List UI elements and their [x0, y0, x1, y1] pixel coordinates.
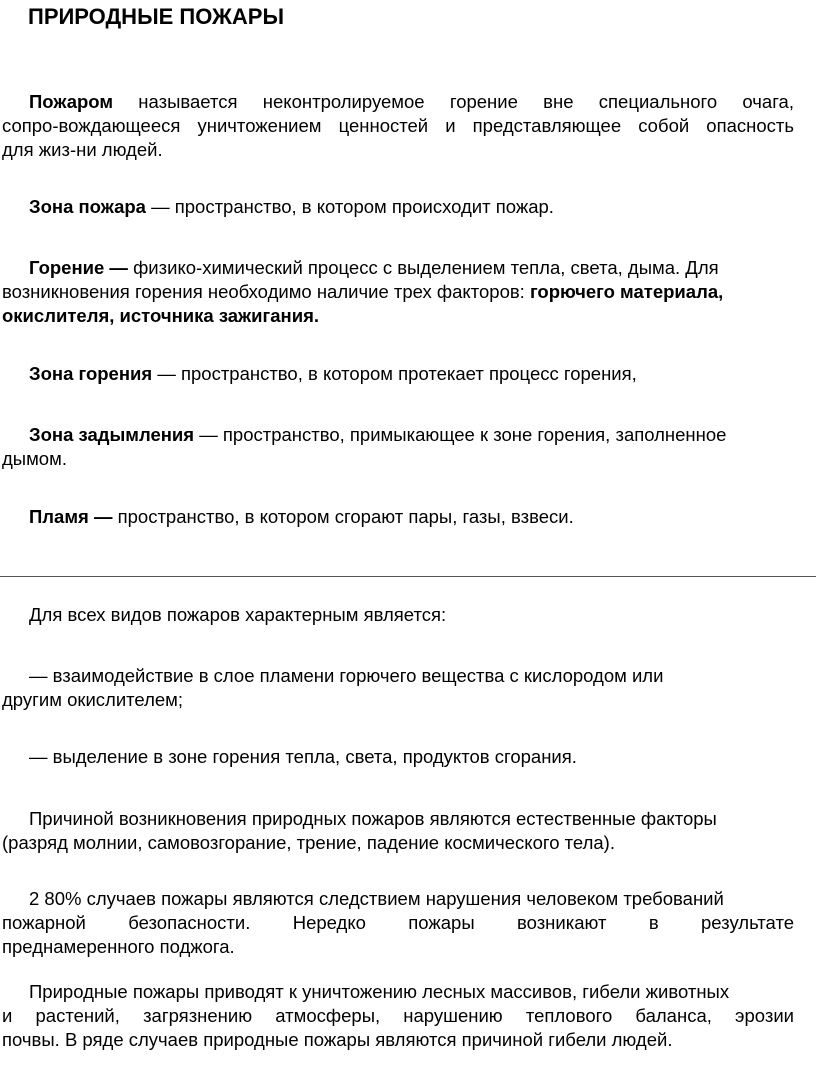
- term-flame: Пламя —: [29, 506, 113, 527]
- definition-fire: [2, 90, 794, 162]
- term-fire: Пожаром: [29, 91, 114, 112]
- characteristic-item-1: — взаимодействие в слое пламени горючего вещества с кислородом или другим окислителем;: [2, 665, 664, 710]
- definition-fire-zone: Зона пожара — пространство, в котором происходит пожар.: [29, 196, 554, 217]
- term-combustion-zone: Зона горения: [29, 363, 153, 384]
- definition-combustion-line-2: возникновения горения необходимо наличие трех факторов: горючего материала,: [2, 281, 724, 302]
- definition-combustion-line-1: Горение — физико-химический процесс с выделением тепла, света, дыма. Для: [29, 257, 719, 278]
- term-combustion: Горение —: [29, 257, 128, 278]
- definition-combustion-line-3: окислителя, источника зажигания.: [2, 305, 320, 326]
- characteristic-item-2: — выделение в зоне горения тепла, света, продуктов сгорания.: [29, 746, 577, 767]
- term-smoke-zone: Зона задымления: [29, 424, 195, 445]
- page-title: ПРИРОДНЫЕ ПОЖАРЫ: [28, 4, 285, 29]
- definition-flame: Пламя — пространство, в котором сгорают пары, газы, взвеси.: [29, 506, 574, 527]
- effects-paragraph: Природные пожары приводят к уничтожению лесных массивов, гибели животных и растений, загрязнению атмосферы, нарушению теплового баланса, эрозии почвы. В ряде случаев природные пожары являются причиной гибели людей.: [2, 981, 794, 1050]
- definition-smoke-zone: [2, 423, 794, 471]
- human-factor-paragraph: 2 80% случаев пожары являются следствием нарушения человеком требований пожарной безопасности. Нередко пожары возникают в результате преднамеренного поджога.: [2, 888, 794, 957]
- causes-paragraph: Причиной возникновения природных пожаров являются естественные факторы (разряд молнии, самовозгорание, трение, падение космического тела).: [2, 808, 717, 853]
- characteristics-intro: Для всех видов пожаров характерным является:: [29, 604, 447, 625]
- definition-combustion: [2, 256, 794, 328]
- definition-fire-line-2: сопро-вождающееся уничтожением ценностей и представляющее собой опасность: [2, 115, 794, 136]
- definition-combustion-zone: Зона горения — пространство, в котором протекает процесс горения,: [29, 363, 637, 384]
- definition-fire-line-3: для жиз-ни людей.: [2, 139, 163, 160]
- definition-smoke-zone-line-1: Зона задымления — пространство, примыкающее к зоне горения, заполненное: [29, 424, 727, 445]
- term-fire-zone: Зона пожара: [29, 196, 146, 217]
- section-divider: [0, 576, 816, 577]
- definition-fire-line-1: Пожаром называется неконтролируемое горение вне специального очага,: [29, 91, 794, 112]
- definition-smoke-zone-line-2: дымом.: [2, 448, 67, 469]
